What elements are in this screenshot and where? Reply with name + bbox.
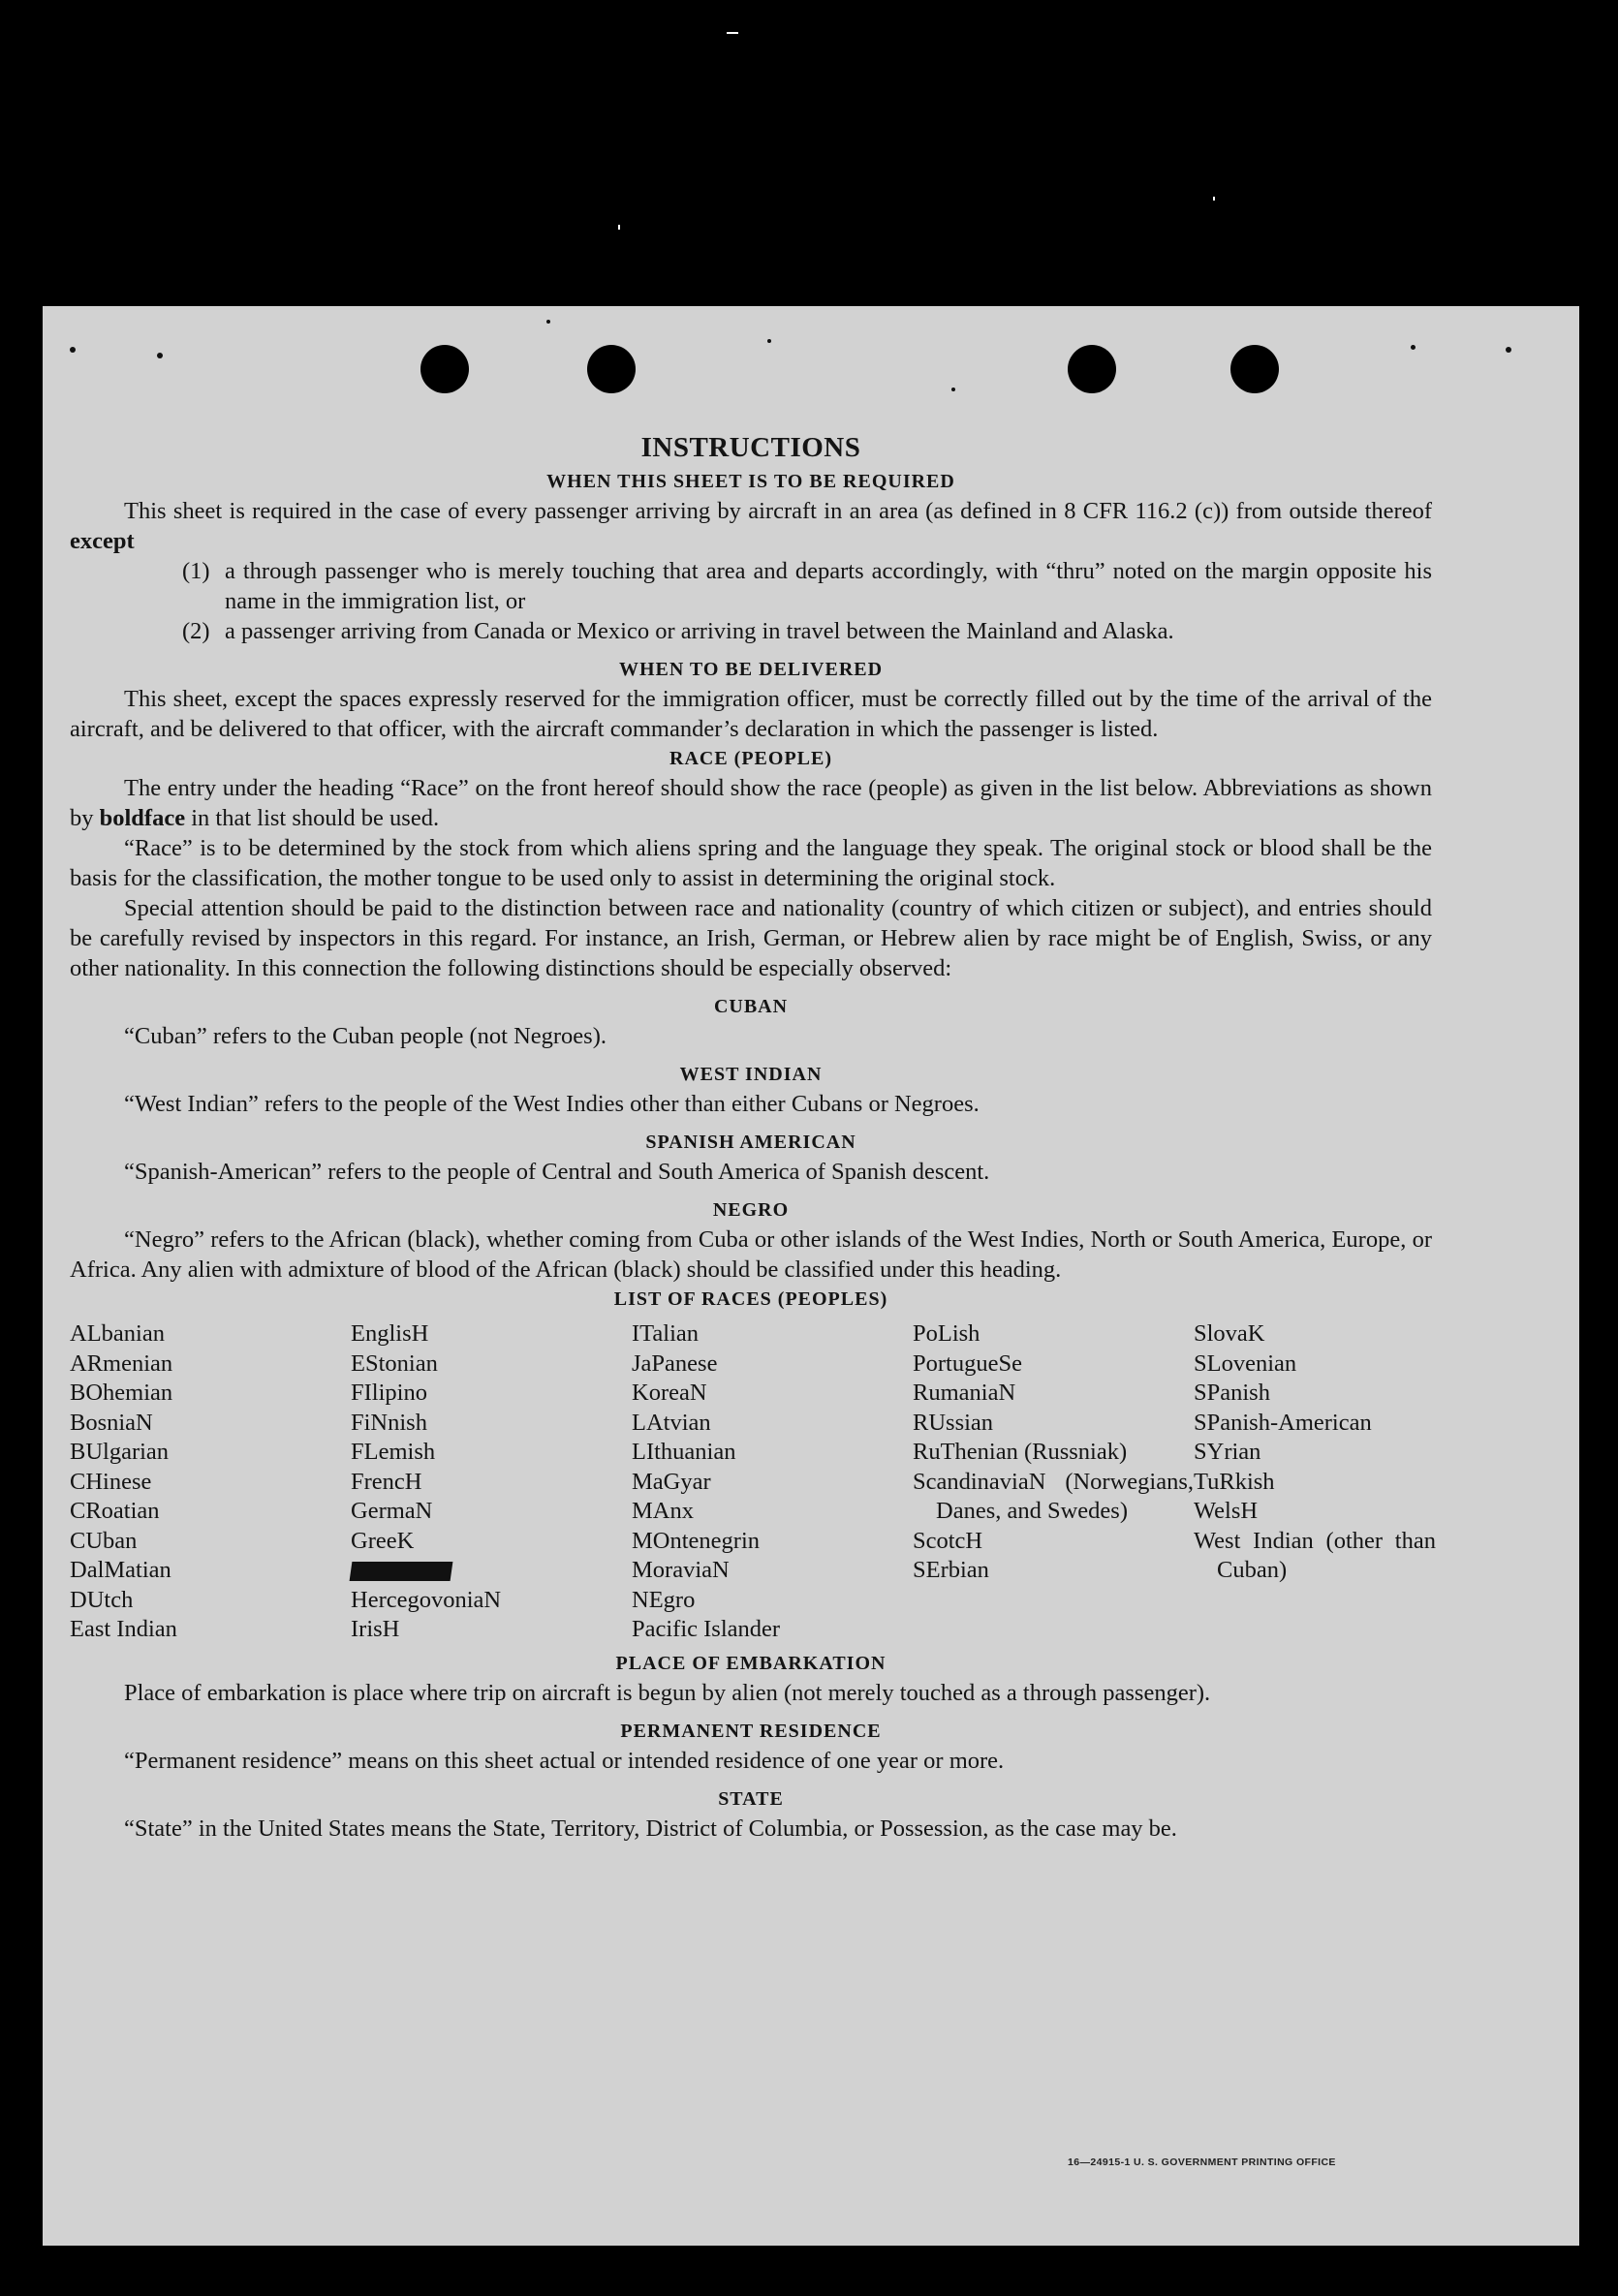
race-entry: BUlgarian xyxy=(70,1439,170,1465)
race-entry: SLovenian xyxy=(1194,1350,1297,1377)
race-entry: BosniaN xyxy=(70,1409,153,1436)
race-entry: GermaN xyxy=(351,1498,433,1524)
race-entry: MoraviaN xyxy=(632,1557,730,1583)
race-entry: IrisH xyxy=(351,1616,400,1642)
race-entry: MaGyar xyxy=(632,1468,711,1495)
race-entry: EnglisH xyxy=(351,1320,429,1347)
race-entry: SPanish-American xyxy=(1194,1409,1372,1436)
scan-speck xyxy=(727,32,738,34)
race-entry: HercegovoniaN xyxy=(351,1586,502,1613)
race-entry: ARmenian xyxy=(70,1350,173,1377)
race-entry: ITalian xyxy=(632,1320,700,1347)
race-column xyxy=(632,1319,913,1645)
scan-speck xyxy=(1213,197,1215,201)
section-heading-races-list: LIST OF RACES (PEOPLES) xyxy=(613,1288,888,1310)
instructions-text xyxy=(70,430,1436,1844)
race-entry: FLemish xyxy=(351,1439,436,1465)
paper-speck xyxy=(546,320,550,324)
race-entry: ScandinaviaN (Norwegians, Danes, and Swedes) xyxy=(913,1468,1194,1524)
race-entry: SlovaK xyxy=(1194,1320,1265,1347)
cuban-paragraph: “Cuban” refers to the Cuban people (not Negroes). xyxy=(124,1023,607,1049)
section-heading-spanish-american: SPANISH AMERICAN xyxy=(645,1132,856,1153)
race-entry: CUban xyxy=(70,1527,138,1554)
race-entry: FrencH xyxy=(351,1468,422,1495)
race-column xyxy=(913,1319,1194,1645)
race-entry: East Indian xyxy=(70,1616,177,1642)
race-entry: RUssian xyxy=(913,1409,994,1436)
paper-speck xyxy=(767,339,771,343)
race-entry: CRoatian xyxy=(70,1498,160,1524)
race-entry: BOhemian xyxy=(70,1380,173,1406)
race-entry: MAnx xyxy=(632,1498,694,1524)
exception-text: a passenger arriving from Canada or Mexico or arriving in travel between the Mainland and Alaska. xyxy=(225,618,1174,644)
race-entry xyxy=(351,1556,632,1586)
exception-number: (1) xyxy=(182,558,210,584)
race-entry: LIthuanian xyxy=(632,1439,736,1465)
race-entry: JaPanese xyxy=(632,1350,718,1377)
race-entry: WelsH xyxy=(1194,1498,1259,1524)
paper-speck xyxy=(1411,345,1416,350)
race-entry: CHinese xyxy=(70,1468,152,1495)
race-entry: SErbian xyxy=(913,1557,989,1583)
race-entry: Pacific Islander xyxy=(632,1616,781,1642)
section-heading-required: WHEN THIS SHEET IS TO BE REQUIRED xyxy=(546,471,955,492)
race-entry: SPanish xyxy=(1194,1380,1270,1406)
race-entry: ALbanian xyxy=(70,1320,165,1347)
race-entry: DUtch xyxy=(70,1586,134,1613)
exception-item xyxy=(70,556,1432,616)
race-entry: TuRkish xyxy=(1194,1468,1275,1495)
race-paragraph: Special attention should be paid to the distinction between race and nationality (country of which citizen or subject), and entries should be carefully revised by inspectors in this regard. For instance, an Irish, German, or Hebrew alien by race might be of English, Swiss, or any other nationality. In this connection the following distinctions should be especially observed: xyxy=(70,895,1432,981)
paper-speck xyxy=(1506,347,1511,353)
section-heading-embarkation: PLACE OF EMBARKATION xyxy=(615,1652,887,1674)
embarkation-paragraph: Place of embarkation is place where trip on aircraft is begun by alien (not merely touched as a through passenger). xyxy=(124,1679,1211,1706)
paper-speck xyxy=(951,388,955,391)
races-list xyxy=(70,1319,1436,1645)
race-column xyxy=(70,1319,351,1645)
scan-speck xyxy=(618,225,620,230)
race-entry: RumaniaN xyxy=(913,1380,1016,1406)
race-entry: EStonian xyxy=(351,1350,438,1377)
exception-text: a through passenger who is merely touching that area and departs accordingly, with “thru” noted on the margin opposite his name in the immigration list, or xyxy=(225,558,1432,614)
race-entry: FiNnish xyxy=(351,1409,427,1436)
race-column xyxy=(351,1319,632,1645)
punch-hole xyxy=(1068,345,1116,393)
section-heading-negro: NEGRO xyxy=(712,1199,790,1221)
race-entry: DalMatian xyxy=(70,1557,171,1583)
section-heading-delivered: WHEN TO BE DELIVERED xyxy=(618,659,884,680)
punch-hole xyxy=(587,345,636,393)
section-heading-residence: PERMANENT RESIDENCE xyxy=(620,1720,882,1742)
race-entry: SYrian xyxy=(1194,1439,1261,1465)
punch-hole xyxy=(1230,345,1279,393)
section-heading-race: RACE (PEOPLE) xyxy=(669,748,832,769)
section-heading-west-indian: WEST INDIAN xyxy=(679,1064,823,1085)
exception-number: (2) xyxy=(182,618,210,644)
race-entry: NEgro xyxy=(632,1586,696,1613)
race-entry: LAtvian xyxy=(632,1409,711,1436)
section-heading-state: STATE xyxy=(718,1787,784,1810)
race-entry: PortugueSe xyxy=(913,1350,1022,1377)
paper-speck xyxy=(70,347,76,353)
exception-item xyxy=(70,616,1432,646)
race-entry: FIlipino xyxy=(351,1380,427,1406)
section-heading-cuban: CUBAN xyxy=(713,996,789,1017)
punch-hole xyxy=(420,345,469,393)
page-title: INSTRUCTIONS xyxy=(640,432,861,463)
race-entry: MOntenegrin xyxy=(632,1527,760,1554)
race-entry: PoLish xyxy=(913,1320,980,1347)
race-column xyxy=(1194,1319,1436,1645)
race-entry: ScotcH xyxy=(913,1527,983,1554)
negro-paragraph: “Negro” refers to the African (black), whether coming from Cuba or other islands of the West Indies, North or South America, Europe, or Africa. Any alien with admixture of blood of the African (black) should be classified under this heading. xyxy=(70,1226,1432,1283)
document-page xyxy=(43,306,1579,2246)
residence-paragraph: “Permanent residence” means on this sheet actual or intended residence of one year or more. xyxy=(124,1747,1005,1774)
race-paragraph: The entry under the heading “Race” on the front hereof should show the race (people) as given in the list below. Abbreviations as shown by boldface in that list should be used. xyxy=(70,775,1432,831)
printer-imprint: 16—24915-1 U. S. GOVERNMENT PRINTING OFFICE xyxy=(1068,2156,1336,2168)
race-entry: West Indian (other than Cuban) xyxy=(1194,1527,1436,1583)
spanish-american-paragraph: “Spanish-American” refers to the people of Central and South America of Spanish descent. xyxy=(124,1159,990,1185)
required-paragraph: This sheet is required in the case of every passenger arriving by aircraft in an area (as defined in 8 CFR 116.2 (c)) from outside thereof except xyxy=(70,498,1432,554)
west-indian-paragraph: “West Indian” refers to the people of the West Indies other than either Cubans or Negroes. xyxy=(124,1091,980,1117)
redaction-mark xyxy=(350,1562,453,1581)
race-entry: GreeK xyxy=(351,1527,415,1554)
paper-speck xyxy=(157,353,163,358)
delivered-paragraph: This sheet, except the spaces expressly reserved for the immigration officer, must be correctly filled out by the time of the arrival of the aircraft, and be delivered to that officer, with the aircraft commander’s declaration in which the passenger is listed. xyxy=(70,686,1432,742)
race-entry: KoreaN xyxy=(632,1380,707,1406)
race-paragraph: “Race” is to be determined by the stock from which aliens spring and the language they speak. The original stock or blood shall be the basis for the classification, the mother tongue to be used only to assist in determining the original stock. xyxy=(70,835,1432,891)
state-paragraph: “State” in the United States means the State, Territory, District of Columbia, or Possession, as the case may be. xyxy=(124,1815,1177,1842)
race-entry: RuThenian (Russniak) xyxy=(913,1439,1128,1465)
